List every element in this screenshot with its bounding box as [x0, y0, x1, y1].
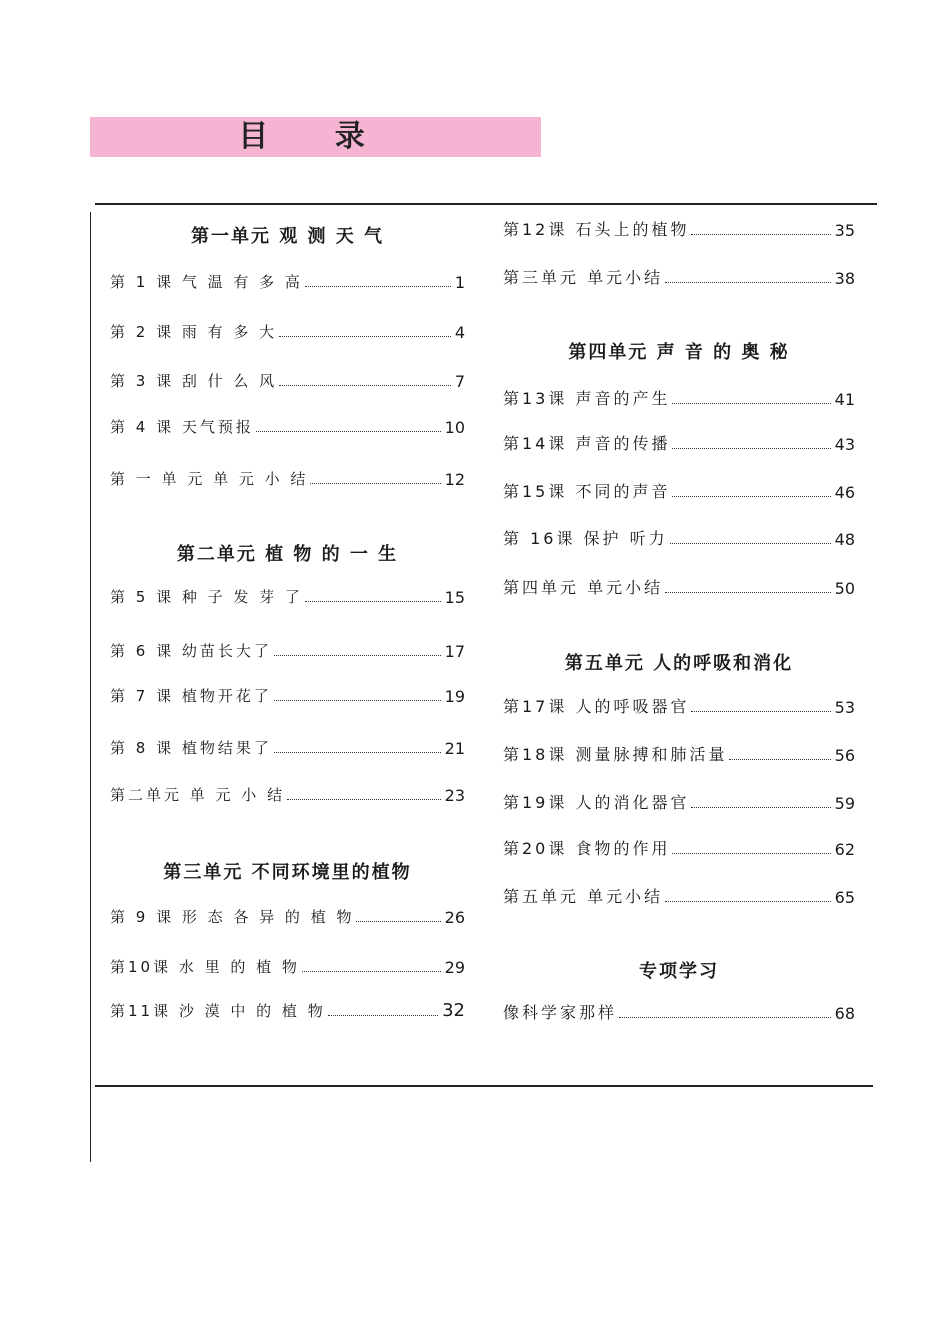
dot-leader — [729, 758, 830, 760]
dot-leader — [279, 335, 451, 337]
toc-entry[interactable] — [110, 369, 465, 391]
toc-entry-label: 第10课 水 里 的 植 物 — [110, 958, 300, 976]
dot-leader — [274, 751, 441, 753]
top-rule — [95, 203, 877, 205]
toc-entry-page: 1 — [454, 273, 465, 292]
toc-entry-label: 第 2 课 雨 有 多 大 — [110, 323, 278, 341]
dot-leader — [274, 654, 441, 656]
dot-leader — [691, 233, 830, 235]
toc-entry-label: 第18课 测量脉搏和肺活量 — [503, 745, 728, 764]
dot-leader — [672, 402, 830, 404]
unit-title-3: 第三单元 不同环境里的植物 — [163, 862, 412, 883]
toc-entry-page: 17 — [444, 642, 465, 661]
toc-entry[interactable] — [503, 743, 855, 765]
dot-leader — [672, 447, 830, 449]
toc-entry[interactable] — [110, 905, 465, 927]
toc-entry[interactable] — [503, 218, 855, 240]
dot-leader — [619, 1016, 831, 1018]
unit-title-5: 第五单元 人的呼吸和消化 — [564, 653, 794, 674]
unit-title-4: 第四单元 声 音 的 奥 秘 — [568, 342, 790, 363]
toc-entry-page: 62 — [834, 840, 855, 859]
dot-leader — [665, 281, 831, 283]
toc-entry-page: 29 — [444, 958, 465, 977]
toc-entry[interactable] — [503, 1001, 855, 1023]
title-banner — [90, 117, 541, 157]
toc-entry[interactable] — [503, 695, 855, 717]
toc-entry[interactable] — [503, 480, 855, 502]
toc-entry[interactable] — [503, 266, 855, 288]
dot-leader — [279, 384, 451, 386]
toc-entry-page: 56 — [834, 746, 855, 765]
toc-entry[interactable] — [110, 955, 465, 977]
toc-entry-label: 第11课 沙 漠 中 的 植 物 — [110, 1002, 326, 1020]
dot-leader — [665, 591, 831, 593]
toc-entry-label: 第 16课 保护 听力 — [503, 529, 668, 548]
toc-entry-page: 21 — [444, 739, 465, 758]
toc-entry-page: 48 — [834, 530, 855, 549]
toc-entry-label: 第 4 课 天气预报 — [110, 418, 254, 436]
toc-entry-page: 43 — [834, 435, 855, 454]
dot-leader — [665, 900, 831, 902]
toc-entry-page: 19 — [444, 687, 465, 706]
toc-entry-page: 32 — [442, 1000, 465, 1021]
toc-entry-label: 第 一 单 元 单 元 小 结 — [110, 470, 309, 488]
toc-entry-page: 26 — [444, 908, 465, 927]
toc-entry-label: 第二单元 单 元 小 结 — [110, 786, 286, 804]
toc-entry-page: 59 — [834, 794, 855, 813]
toc-entry[interactable] — [110, 639, 465, 661]
dot-leader — [328, 1014, 438, 1016]
unit-title-1: 第一单元 观 测 天 气 — [190, 226, 385, 247]
dot-leader — [356, 920, 440, 922]
toc-entry-label: 第 5 课 种 子 发 芽 了 — [110, 588, 303, 606]
toc-entry[interactable] — [110, 415, 465, 437]
toc-entry[interactable] — [503, 791, 855, 813]
dot-leader — [302, 970, 441, 972]
toc-entry-page: 53 — [834, 698, 855, 717]
left-rule — [90, 212, 91, 1162]
toc-entry[interactable] — [503, 885, 855, 907]
dot-leader — [672, 852, 830, 854]
toc-entry-page: 35 — [834, 221, 855, 240]
toc-entry[interactable] — [503, 527, 855, 549]
dot-leader — [670, 542, 831, 544]
toc-entry-page: 7 — [454, 372, 465, 391]
toc-entry-label: 第19课 人的消化器官 — [503, 793, 690, 812]
unit-title-2: 第二单元 植 物 的 一 生 — [176, 544, 399, 565]
toc-entry-page: 23 — [444, 786, 465, 805]
toc-entry-page: 12 — [444, 470, 465, 489]
toc-entry[interactable] — [503, 837, 855, 859]
toc-entry[interactable] — [110, 736, 465, 758]
toc-entry-label: 第15课 不同的声音 — [503, 482, 671, 501]
toc-entry[interactable] — [110, 585, 465, 607]
toc-entry-label: 第14课 声音的传播 — [503, 434, 671, 453]
toc-entry-label: 第13课 声音的产生 — [503, 389, 671, 408]
toc-entry-label: 第17课 人的呼吸器官 — [503, 697, 690, 716]
toc-entry-page: 41 — [834, 390, 855, 409]
dot-leader — [691, 806, 830, 808]
bottom-rule — [95, 1085, 873, 1087]
unit-title-special: 专项学习 — [639, 961, 719, 982]
toc-entry-page: 10 — [444, 418, 465, 437]
dot-leader — [691, 710, 830, 712]
toc-entry[interactable] — [110, 320, 465, 342]
toc-entry-page: 68 — [834, 1004, 855, 1023]
toc-entry[interactable] — [110, 684, 465, 706]
page-title: 目 录 — [238, 119, 393, 154]
toc-entry-page: 46 — [834, 483, 855, 502]
toc-entry-label: 第12课 石头上的植物 — [503, 220, 690, 239]
dot-leader — [310, 482, 440, 484]
toc-entry-label: 第四单元 单元小结 — [503, 578, 664, 597]
toc-entry[interactable] — [503, 576, 855, 598]
toc-entry-label: 像科学家那样 — [503, 1003, 618, 1022]
toc-entry-label: 第20课 食物的作用 — [503, 839, 671, 858]
dot-leader — [287, 798, 441, 800]
toc-entry-page: 4 — [454, 323, 465, 342]
dot-leader — [274, 699, 441, 701]
toc-entry-label: 第 8 课 植物结果了 — [110, 739, 272, 757]
toc-entry-page: 15 — [444, 588, 465, 607]
toc-entry-label: 第 1 课 气 温 有 多 高 — [110, 273, 303, 291]
toc-entry-label: 第三单元 单元小结 — [503, 268, 664, 287]
toc-entry-label: 第 9 课 形 态 各 异 的 植 物 — [110, 908, 355, 926]
toc-entry[interactable] — [110, 783, 465, 805]
toc-entry-label: 第 3 课 刮 什 么 风 — [110, 372, 278, 390]
toc-entry[interactable] — [503, 432, 855, 454]
dot-leader — [256, 430, 441, 432]
dot-leader — [305, 600, 441, 602]
toc-entry[interactable] — [110, 270, 465, 292]
dot-leader — [305, 285, 451, 287]
toc-entry[interactable] — [110, 467, 465, 489]
toc-entry-page: 38 — [834, 269, 855, 288]
toc-entry-page: 65 — [834, 888, 855, 907]
toc-entry-label: 第 6 课 幼苗长大了 — [110, 642, 272, 660]
toc-entry-page: 50 — [834, 579, 855, 598]
toc-entry-label: 第 7 课 植物开花了 — [110, 687, 272, 705]
toc-entry[interactable] — [110, 999, 465, 1021]
toc-entry[interactable] — [503, 387, 855, 409]
dot-leader — [672, 495, 830, 497]
toc-entry-label: 第五单元 单元小结 — [503, 887, 664, 906]
